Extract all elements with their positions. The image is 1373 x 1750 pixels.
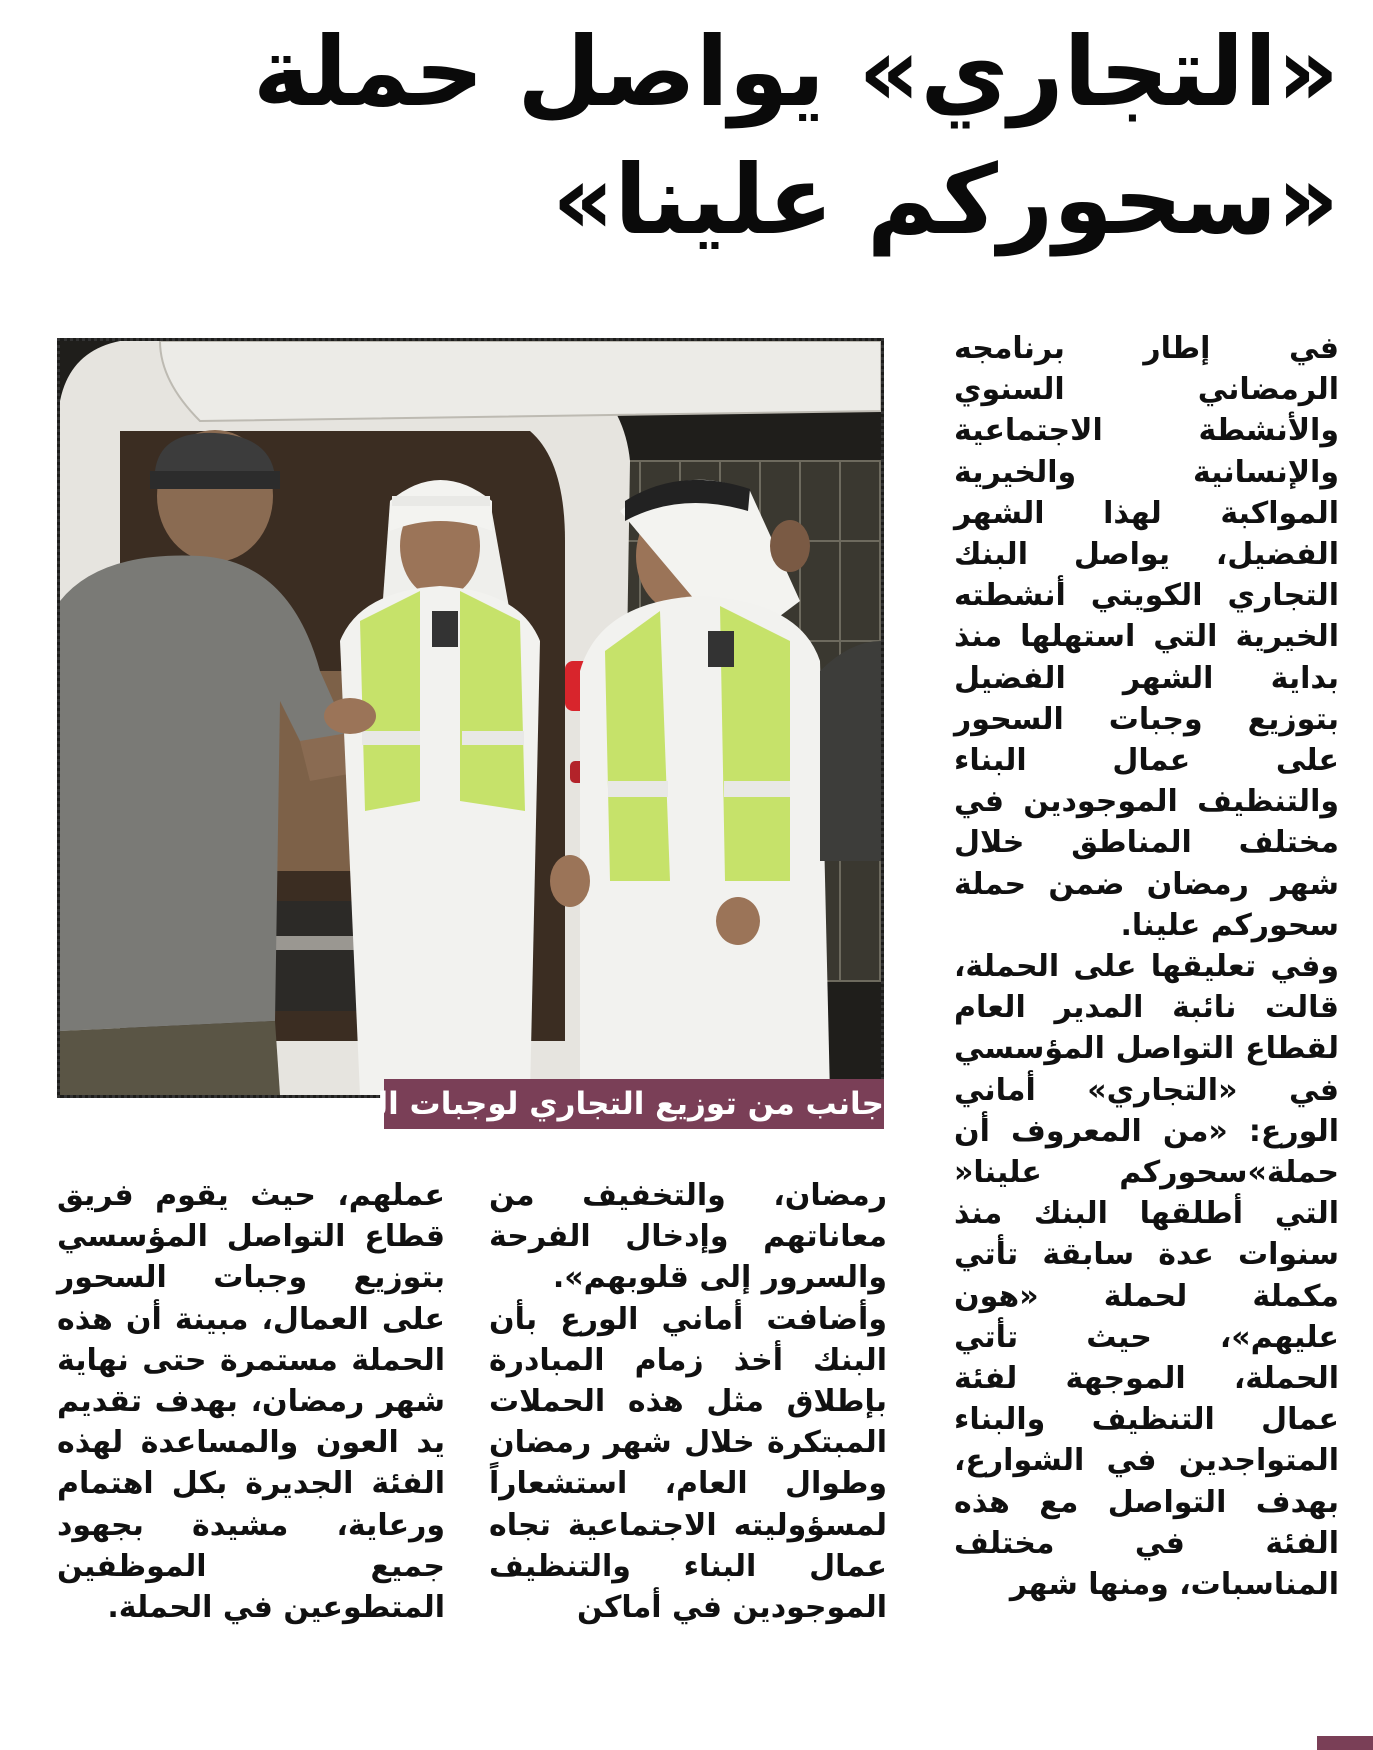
article-photo (57, 338, 884, 1098)
article-column-left (57, 1175, 445, 1628)
paragraph: في إطار برنامجه الرمضاني السنوي والأنشطة الاجتماعية والإنسانية والخيرية المواكبة لهذا الشهر الفضيل، يواصل البنك التجاري الكويتي أنشطته الخيرية التي استهلها منذ بداية الشهر الفضيل بتوزيع وجبات السحور على عمال البناء والتنظيف الموجودين في مختلف المناطق خلال شهر رمضان ضمن حملة سحوركم علينا. (954, 331, 1339, 943)
paragraph: رمضان، والتخفيف من معاناتهم وإدخال الفرحة والسرور إلى قلوبهم». (489, 1178, 887, 1296)
paragraph: وفي تعليقها على الحملة، قالت نائبة المدير العام لقطاع التواصل المؤسسي في «التجاري» أماني الورع: «من المعروف أن حملة»سحوركم علينا« التي أطلقها البنك منذ سنوات عدة سابقة تأتي مكملة لحملة «هون عليهم»، حيث تأتي الحملة، الموجهة لفئة عمال التنظيف والبناء المتواجدين في الشوارع، بهدف التواصل مع هذه الفئة في مختلف المناسبات، ومنها شهر (954, 949, 1339, 1603)
photo-illustration (60, 341, 881, 1095)
photo-caption: جانب من توزيع التجاري لوجبات السحور (384, 1079, 884, 1129)
page-corner-mark (1317, 1736, 1373, 1750)
article-column-middle (489, 1175, 887, 1628)
article-column-right (954, 328, 1339, 1605)
article-headline (252, 8, 1339, 264)
paragraph: عملهم، حيث يقوم فريق قطاع التواصل المؤسسي بتوزيع وجبات السحور على العمال، مبينة أن هذه الحملة مستمرة حتى نهاية شهر رمضان، بهدف تقديم يد العون والمساعدة لهذه الفئة الجديرة بكل اهتمام ورعاية، مشيدة بجهود جميع الموظفين المتطوعين في الحملة. (57, 1178, 445, 1626)
paragraph: وأضافت أماني الورع بأن البنك أخذ زمام المبادرة بإطلاق مثل هذه الحملات المبتكرة خلال شهر رمضان وطوال العام، استشعاراً لمسؤوليته الاجتماعية تجاه عمال البناء والتنظيف الموجودين في أماكن (489, 1301, 887, 1626)
van-rear-door (160, 341, 881, 421)
headline-line-1: «التجاري» يواصل حملة (252, 16, 1339, 128)
headline-line-2: «سحوركم علينا» (552, 144, 1339, 256)
